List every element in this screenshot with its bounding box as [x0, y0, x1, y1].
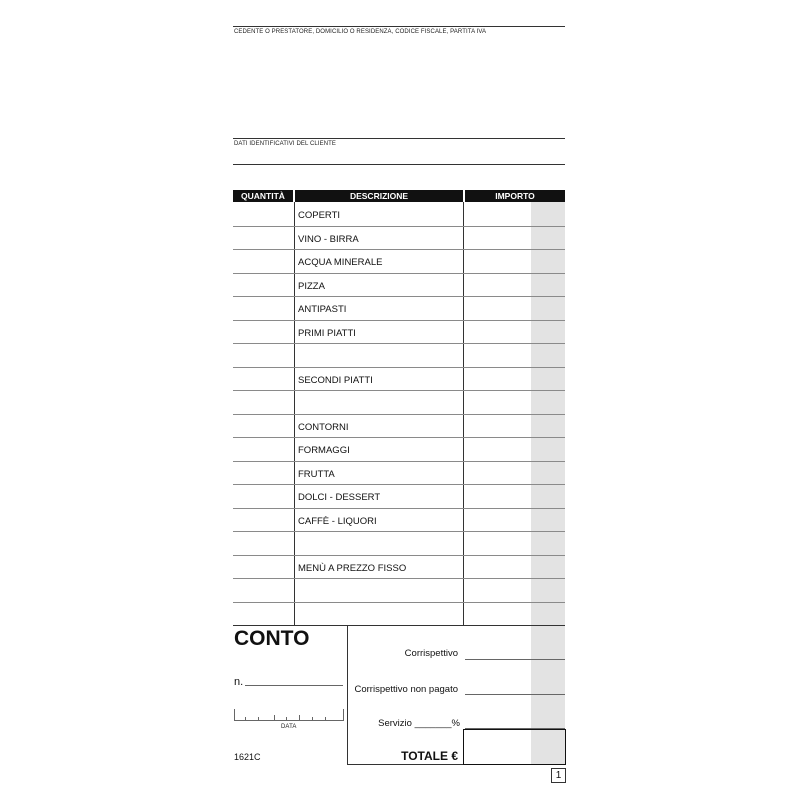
- issuer-line: [233, 26, 565, 27]
- date-ruler[interactable]: [234, 708, 344, 724]
- table-row-description: VINO - BIRRA: [298, 234, 359, 245]
- table-row-line: [233, 367, 565, 368]
- table-row-line: [233, 602, 565, 603]
- table-row-description: PRIMI PIATTI: [298, 328, 356, 339]
- table-row-line: [233, 226, 565, 227]
- column-description-header: DESCRIZIONE: [295, 190, 463, 202]
- table-row-line: [233, 343, 565, 344]
- number-field[interactable]: [245, 685, 343, 686]
- column-quantity-header: QUANTITÀ: [233, 190, 293, 202]
- table-row-line: [233, 437, 565, 438]
- form-code: 1621C: [234, 752, 261, 762]
- table-row-line: [233, 484, 565, 485]
- client-line-top: [233, 138, 565, 139]
- client-line-bottom: [233, 164, 565, 165]
- corrispettivo-label: Corrispettivo: [404, 648, 458, 659]
- table-row-line: [233, 414, 565, 415]
- table-row-description: SECONDI PIATTI: [298, 375, 373, 386]
- servizio-label: Servizio _______%: [378, 718, 460, 729]
- table-row-description: FRUTTA: [298, 469, 335, 480]
- table-row-line: [233, 578, 565, 579]
- totale-label: TOTALE €: [401, 749, 458, 763]
- table-row-line: [233, 531, 565, 532]
- client-label: DATI IDENTIFICATIVI DEL CLIENTE: [234, 141, 337, 147]
- table-row-line: [233, 273, 565, 274]
- date-label: DATA: [281, 724, 297, 730]
- footer-right-bottom: [347, 764, 463, 765]
- conto-title: CONTO: [234, 627, 310, 650]
- table-row-line: [233, 390, 565, 391]
- table-row-description: ACQUA MINERALE: [298, 257, 383, 268]
- page-number-box: 1: [551, 768, 566, 783]
- footer-divider: [347, 625, 348, 764]
- table-row-description: FORMAGGI: [298, 445, 350, 456]
- table-row-line: [233, 249, 565, 250]
- table-row-description: ANTIPASTI: [298, 304, 347, 315]
- non-pagato-label: Corrispettivo non pagato: [354, 684, 458, 695]
- table-row-line: [233, 461, 565, 462]
- table-row-line: [233, 296, 565, 297]
- table-bottom-line: [233, 625, 565, 626]
- table-row-line: [233, 555, 565, 556]
- table-row-description: CONTORNI: [298, 422, 349, 433]
- totale-box[interactable]: [463, 729, 566, 765]
- number-label: n.: [234, 676, 244, 688]
- table-row-description: MENÙ A PREZZO FISSO: [298, 563, 407, 574]
- column-amount-header: IMPORTO: [465, 190, 565, 202]
- table-row-description: CAFFÈ - LIQUORI: [298, 516, 377, 527]
- table-row-line: [233, 508, 565, 509]
- issuer-label: CEDENTE O PRESTATORE, DOMICILIO O RESIDENZA, CODICE FISCALE, PARTITA IVA: [234, 29, 487, 35]
- non-pagato-field[interactable]: [465, 694, 565, 695]
- corrispettivo-field[interactable]: [465, 659, 565, 660]
- table-row-description: DOLCI - DESSERT: [298, 492, 381, 503]
- table-row-line: [233, 320, 565, 321]
- table-row-description: PIZZA: [298, 281, 325, 292]
- table-row-description: COPERTI: [298, 210, 341, 221]
